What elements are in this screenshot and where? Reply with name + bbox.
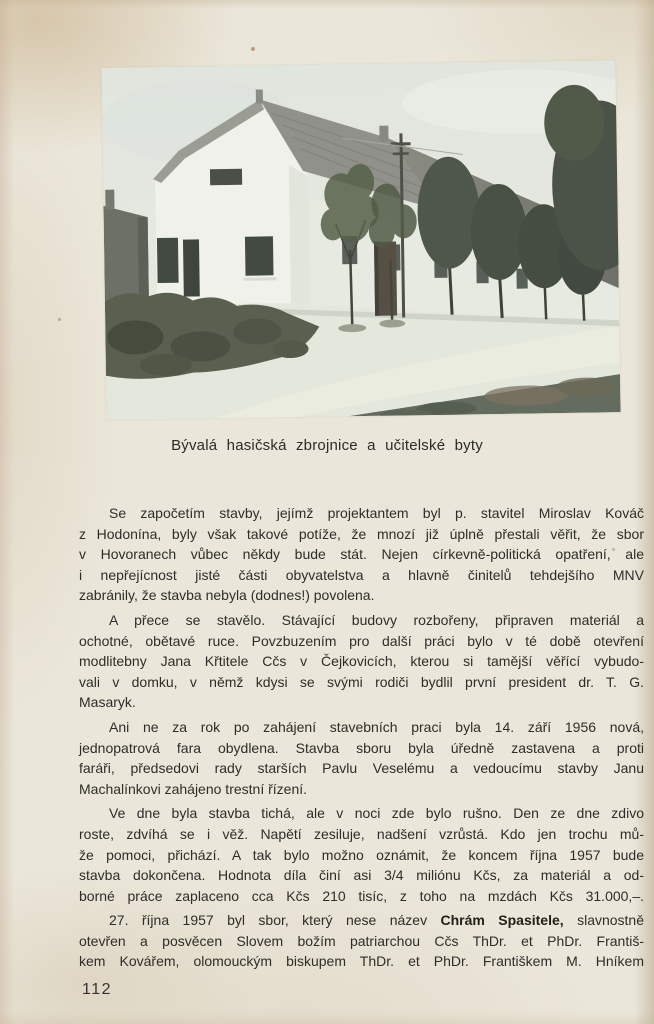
text-line: že pomoci, přichází. A tak bylo možno oznámit, že koncem října 1957 bude bbox=[79, 846, 644, 863]
photo-illustration bbox=[101, 60, 620, 420]
text-line: Machalínkovi zahájeno trestní řízení. bbox=[79, 780, 308, 797]
body-text bbox=[79, 503, 644, 976]
paper-speck bbox=[58, 318, 61, 321]
paragraph bbox=[79, 803, 644, 906]
photo-former-fire-station bbox=[101, 60, 620, 420]
text-line: Ani ne za rok po zahájení stavebních praci byla 14. září 1956 nová, bbox=[109, 718, 644, 735]
text-line: Se započetím stavby, jejímž projektantem byl p. stavitel Miroslav Kováč bbox=[109, 505, 644, 521]
text-run: slavnostně bbox=[577, 912, 645, 929]
paper-speck bbox=[251, 47, 255, 51]
photo-window-right bbox=[245, 236, 274, 275]
photo-house-wall-shade bbox=[289, 165, 311, 303]
text-line: stavba dokončena. Hodnota díla činí asi 3/4 miliónu Kčs, za materiál a od- bbox=[79, 867, 644, 884]
text-line: borné práce zaplaceno cca Kčs 210 tisíc, z toho na mzdách Kčs 31.000,–. bbox=[79, 887, 644, 904]
text-line: ochotné, obětavé ruce. Povzbuzením pro další práci bylo v té době otevření bbox=[79, 632, 644, 649]
photo-door bbox=[183, 239, 200, 296]
paragraph bbox=[79, 717, 644, 799]
paragraph bbox=[79, 610, 644, 713]
text-line: otevřen a posvěcen Slovem božím patriarchou Cčs ThDr. et PhDr. Františ- bbox=[79, 932, 644, 949]
photo-caption: Bývalá hasičská zbrojnice a učitelské byty bbox=[171, 437, 483, 454]
photo-left-building-shadow bbox=[138, 217, 149, 303]
photo-window-left bbox=[157, 238, 179, 283]
photo-roof-finial bbox=[256, 89, 263, 103]
paragraph bbox=[79, 503, 644, 606]
paragraph bbox=[79, 910, 644, 972]
text-line: Masaryk. bbox=[79, 694, 136, 711]
text-line: roste, zdvíhá se i věž. Napětí zesiluje, nadšení vzrůstá. Kdo jen trochu mů- bbox=[79, 825, 644, 842]
text-line: modlitebny Jana Křtitele Cčs v Čejkovicích, kterou si tamější věřící vybudo- bbox=[79, 653, 644, 670]
text-line: A přece se stavělo. Stávající budovy rozbořeny, připraven materiál a bbox=[109, 611, 644, 628]
photo-chimney bbox=[379, 126, 388, 142]
text-line: jednopatrová fara obydlena. Stavba sboru byla úředně zastavena a proti bbox=[79, 739, 644, 756]
text-line: faráři, předsedovi rady starších Pavlu Veselému a vedoucímu stavby Janu bbox=[79, 760, 644, 777]
text-line bbox=[79, 910, 644, 931]
text-line: z Hodonína, byly však takové potíže, že mnozí již úplně přestali věřit, že sbor bbox=[79, 525, 644, 542]
photo-left-chimney bbox=[105, 190, 114, 210]
text-run: 27. října 1957 byl sbor, který nese název bbox=[109, 912, 428, 929]
photo-attic-window bbox=[210, 169, 242, 185]
text-line: i nepřejícnost jisté části obyvatelstva a hlavně činitelů tehdejšího MNV bbox=[79, 566, 644, 583]
page-number: 112 bbox=[82, 981, 113, 998]
text-line: kem Kovářem, olomouckým biskupem ThDr. et PhDr. Františkem M. Hníkem bbox=[79, 953, 644, 970]
bold-church-name: Chrám Spasitele, bbox=[440, 912, 564, 929]
text-line: zabránily, že stavba nebyla (dodnes!) povolena. bbox=[79, 587, 375, 604]
text-line: v Hovoranech vůbec někdy bude stát. Nejen církevně-politická opatření, ale bbox=[79, 546, 644, 563]
photo-window-sill bbox=[244, 277, 277, 280]
text-line: vali v domku, v němž kdysi se svými rodiči bydlil první president dr. T. G. bbox=[79, 673, 644, 690]
text-line: Ve dne byla stavba tichá, ale v noci zde bylo rušno. Den ze dne zdivo bbox=[109, 805, 644, 822]
